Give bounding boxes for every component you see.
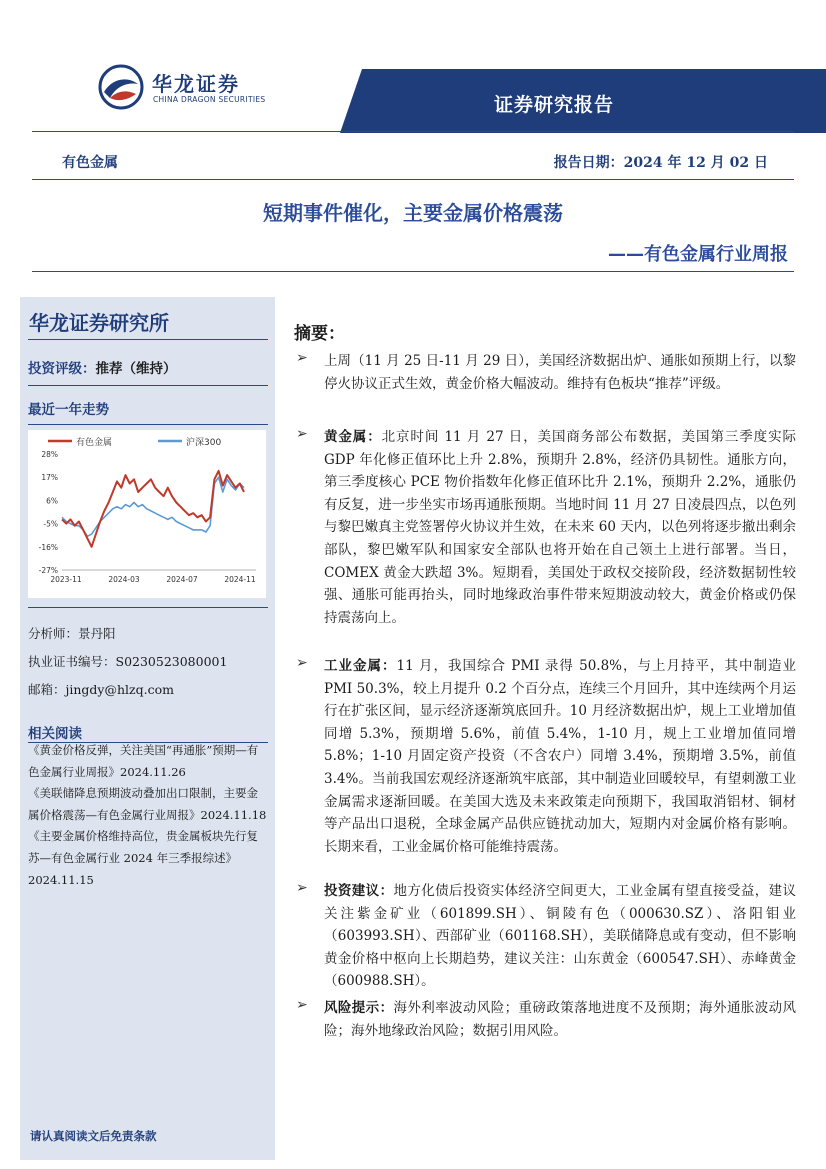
report-date: 报告日期：2024 年 12 月 02 日 [553, 155, 768, 171]
sector-divider [32, 179, 794, 180]
logo-english: CHINA DRAGON SECURITIES [153, 95, 266, 104]
sidebar [20, 297, 275, 1160]
sidebar-divider [28, 424, 268, 425]
related-reading-list [28, 740, 268, 891]
abstract-bullet [296, 997, 796, 1047]
bullet-text: 上周（11 月 25 日-11 月 29 日），美国经济数据出炉、通胀如预期上行，以黎停火协议正式生效，黄金价格大幅波动。维持有色板块“推荐”评级。 [324, 353, 796, 392]
bullet-heading: 投资建议： [324, 883, 394, 899]
related-reading-title: 相关阅读 [28, 726, 82, 742]
sidebar-divider [28, 339, 268, 340]
license-number: 执业证书编号：S0230523080001 [28, 654, 228, 669]
trend-title: 最近一年走势 [28, 402, 109, 418]
abstract-bullet [296, 880, 796, 992]
title-divider [32, 271, 794, 272]
rating-label: 投资评级： [28, 361, 96, 377]
bullet-arrow-icon: ➢ [296, 350, 308, 366]
abstract-bullet [296, 426, 796, 650]
sidebar-divider [28, 607, 268, 608]
y-tick-label: -5% [43, 519, 58, 529]
trend-chart [28, 430, 266, 598]
y-tick-label: 28% [41, 450, 58, 459]
report-subtitle: ——有色金属行业周报 [608, 244, 788, 265]
bullet-heading: 风险提示： [324, 1000, 394, 1016]
logo-chinese: 华龙证券 [152, 72, 240, 96]
bullet-text: 海外利率波动风险；重磅政策落地进度不及预期；海外通胀波动风险；海外地缘政治风险；数据引用风险。 [324, 1000, 797, 1039]
related-item[interactable]: 《黄金价格反弹，关注美国“再通胀”预期—有色金属行业周报》2024.11.26 [28, 743, 259, 779]
company-logo [98, 64, 278, 112]
related-item[interactable]: 《美联储降息预期波动叠加出口限制，主要金属价格震荡—有色金属行业周报》2024.11.18 [28, 786, 267, 822]
institute-name: 华龙证券研究所 [29, 311, 169, 335]
disclaimer-notice: 请认真阅读文后免责条款 [30, 1129, 157, 1143]
abstract-bullet [296, 350, 796, 420]
y-tick-label: -16% [38, 542, 58, 552]
bullet-heading: 黄金属： [324, 429, 382, 445]
bullet-arrow-icon: ➢ [296, 426, 308, 442]
banner-label: 证券研究报告 [494, 94, 615, 116]
rating-value: 推荐（维持） [95, 361, 177, 377]
legend-label: 有色金属 [76, 438, 113, 448]
analyst-name: 分析师：景丹阳 [28, 626, 116, 641]
bullet-arrow-icon: ➢ [296, 997, 308, 1013]
abstract-bullet [296, 655, 796, 875]
sector-label: 有色金属 [62, 155, 118, 171]
bullet-heading: 工业金属： [324, 658, 397, 674]
sidebar-divider [28, 385, 268, 386]
investment-rating [28, 357, 177, 377]
x-tick-label: 2024-03 [108, 575, 140, 584]
bullet-text: 北京时间 11 月 27 日，美国商务部公布数据，美国第三季度实际 GDP 年化修正值环比上升 2.8%，预期升 2.8%，经济仍具韧性。通胀方向，第三季度核心 PCE 物价指数年化修正值环比升 2.1%，预期升 2.2%，通胀仍有反复，进一步坐实市场再通胀预期。当地时间 11 月 27 日凌晨四点，以色列与黎巴嫩真主党签署停火协议并生效，在未来 60 天内，以色列将逐步撤出剩余部队，黎巴嫩军队和国家安全部队也将开始在自己领土上进行部署。当日，COMEX 黄金大跌超 3%。短期看，美国处于政权交接阶段，经济数据韧性较强、通胀可能再抬头，同时地缘政治事件带来短期波动较大，黄金价格或仍保持震荡向上。 [324, 429, 796, 626]
bullet-text: 地方化债后投资实体经济空间更大，工业金属有望直接受益，建议关注紫金矿业（601899.SH）、铜陵有色（000630.SZ）、洛阳钼业（603993.SH）、西部矿业（601168.SH），美联储降息或有变动，但不影响黄金价格中枢向上长期趋势，建议关注：山东黄金（600547.SH）、赤峰黄金（600988.SH）。 [324, 883, 797, 990]
header-divider [32, 131, 794, 132]
y-tick-label: 17% [41, 473, 58, 483]
analyst-email[interactable]: 邮箱：jingdy@hlzq.com [28, 682, 174, 697]
x-tick-label: 2024-11 [224, 575, 256, 584]
related-item[interactable]: 《主要金属价格维持高位，贵金属板块先行复苏—有色金属行业 2024 年三季报综述》2024.11.15 [28, 829, 258, 887]
x-tick-label: 2024-07 [166, 575, 198, 584]
series-line [62, 477, 244, 536]
report-title: 短期事件催化，主要金属价格震荡 [263, 201, 563, 225]
y-tick-label: -27% [38, 566, 58, 575]
bullet-arrow-icon: ➢ [296, 880, 308, 896]
trend-chart-svg [28, 430, 266, 598]
bullet-arrow-icon: ➢ [296, 655, 308, 671]
bullet-text: 11 月，我国综合 PMI 录得 50.8%，与上月持平，其中制造业 PMI 50.3%，较上月提升 0.2 个百分点，连续三个月回升，其中连续两个月运行在扩张区间，显示经济逐渐筑底回升。10 月经济数据出炉，规上工业增加值同增 5.3%，预期增 5.6%，前值 5.4%，1-10 月，规上工业增加值同增 5.8%；1-10 月固定资产投资（不含农户）同增 3.4%，预期增 3.5%，前值 3.4%。当前我国宏观经济逐渐筑牢底部，其中制造业回暖较早，有望刺激工业金属需求逐渐回暖。在美国大选及未来政策走向预期下，我国取消铝材、铜材等产品出口退税，全球金属产品供应链扰动加大，短期内对金属价格有影响。长期来看，工业金属价格可能维持震荡。 [324, 658, 797, 855]
abstract-title: 摘要： [294, 324, 345, 344]
y-tick-label: 6% [46, 496, 58, 506]
dragon-logo-icon [98, 64, 144, 110]
x-tick-label: 2023-11 [50, 575, 82, 584]
legend-label: 沪深300 [186, 438, 222, 448]
